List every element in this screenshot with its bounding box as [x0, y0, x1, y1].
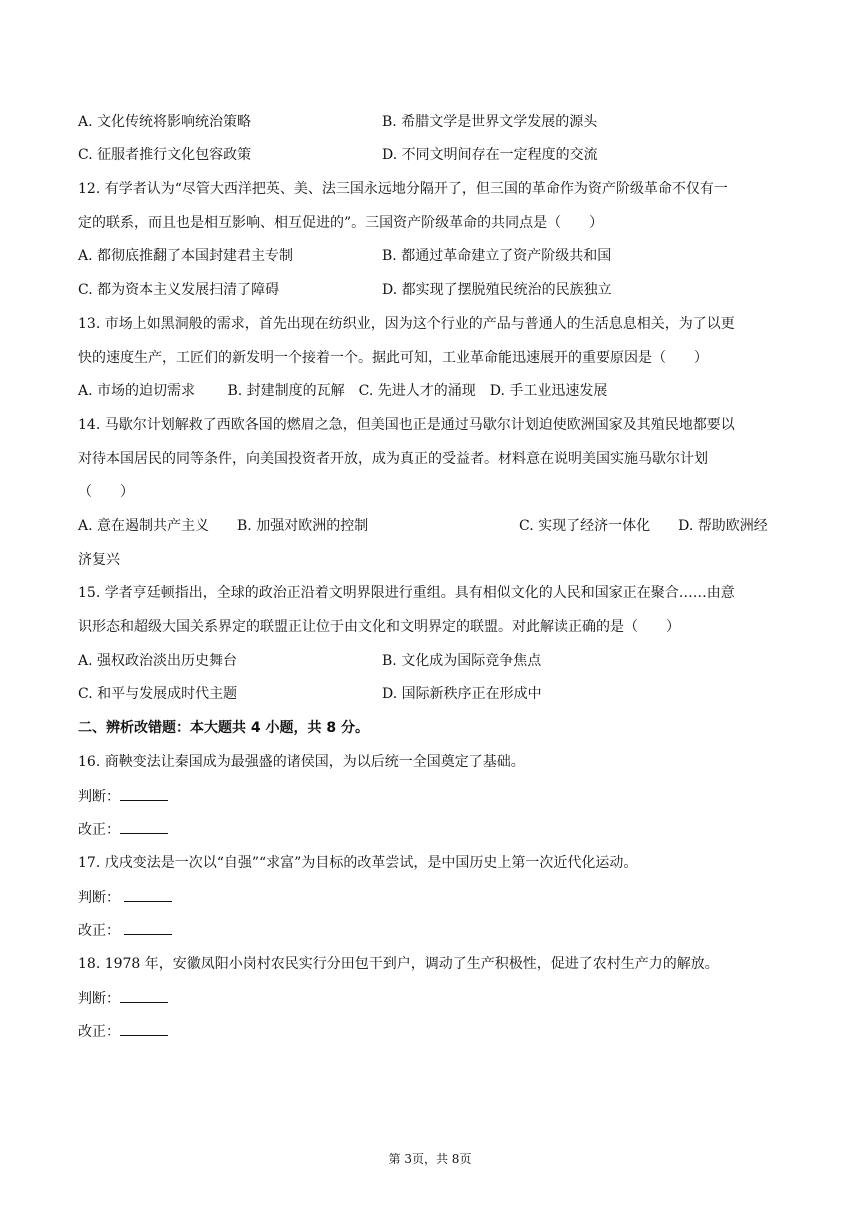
q17-judge-row	[78, 887, 172, 908]
q17-correct-label: 改正：	[78, 923, 120, 939]
q14-stem-line-3: （ ）	[78, 484, 134, 500]
q12-option-a: A. 都彻底推翻了本国封建君主专制	[78, 248, 294, 264]
q14-options-tail: 济复兴	[78, 552, 120, 568]
q12-option-b: B. 都通过革命建立了资产阶级共和国	[382, 248, 612, 264]
q15-stem-line-1: 15. 学者亨廷顿指出，全球的政治正沿着文明界限进行重组。具有相似文化的人民和国家正在聚合……由意	[78, 585, 735, 601]
q18-judge-row	[78, 988, 168, 1009]
q17-correct-row	[78, 920, 172, 941]
q14-stem-line-1: 14. 马歇尔计划解救了西欧各国的燃眉之急，但美国也正是通过马歇尔计划迫使欧洲国家及其殖民地都要以	[78, 417, 735, 433]
q13-options: A. 市场的迫切需求 B. 封建制度的瓦解 C. 先进人才的涌现 D. 手工业迅速发展	[78, 383, 608, 399]
q15-stem-line-2: 识形态和超级大国关系界定的联盟正让位于由文化和文明界定的联盟。对此解读正确的是（ ）	[78, 619, 680, 635]
q15-option-c: C. 和平与发展成时代主题	[78, 686, 238, 702]
q18-correct-blank[interactable]	[120, 1021, 168, 1036]
q15-option-d: D. 国际新秩序正在形成中	[382, 686, 542, 702]
q17-stem: 17. 戊戌变法是一次以“自强”“求富”为目标的改革尝试，是中国历史上第一次近代化运动。	[78, 855, 638, 871]
q17-judge-label: 判断：	[78, 890, 120, 906]
q12-stem-line-1: 12. 有学者认为“尽管大西洋把英、美、法三国永远地分隔开了，但三国的革命作为资产阶级革命不仅有一	[78, 181, 728, 197]
q18-correct-label: 改正：	[78, 1024, 120, 1040]
q16-judge-label: 判断：	[78, 789, 120, 805]
page-number-footer: 第 3页，共 8页	[388, 1152, 472, 1166]
q12-option-c: C. 都为资本主义发展扫清了障碍	[78, 282, 280, 298]
q14-options-ab: A. 意在遏制共产主义 B. 加强对欧洲的控制	[78, 518, 369, 534]
q18-stem: 18. 1978 年，安徽凤阳小岗村农民实行分田包干到户，调动了生产积极性，促进了农村生产力的解放。	[78, 956, 719, 972]
q17-correct-blank[interactable]	[124, 920, 172, 935]
q11-option-d: D. 不同文明间存在一定程度的交流	[382, 147, 598, 163]
q16-correct-blank[interactable]	[120, 819, 168, 834]
q13-stem-line-2: 快的速度生产，工匠们的新发明一个接着一个。据此可知，工业革命能迅速展开的重要原因是（ ）	[78, 350, 708, 366]
q16-correct-label: 改正：	[78, 822, 120, 838]
q12-stem-line-2: 定的联系，而且也是相互影响、相互促进的”。三国资产阶级革命的共同点是（ ）	[78, 215, 604, 231]
q18-correct-row	[78, 1021, 168, 1042]
q16-correct-row	[78, 819, 168, 840]
q18-judge-blank[interactable]	[120, 988, 168, 1003]
q12-option-d: D. 都实现了摆脱殖民统治的民族独立	[382, 282, 612, 298]
q14-stem-line-2: 对待本国居民的同等条件，向美国投资者开放，成为真正的受益者。材料意在说明美国实施马歇尔计划	[78, 451, 708, 467]
q15-option-b: B. 文化成为国际竞争焦点	[382, 653, 542, 669]
q11-option-a: A. 文化传统将影响统治策略	[78, 114, 252, 130]
q17-judge-blank[interactable]	[124, 887, 172, 902]
q16-stem: 16. 商鞅变法让秦国成为最强盛的诸侯国，为以后统一全国奠定了基础。	[78, 754, 525, 770]
q15-option-a: A. 强权政治淡出历史舞台	[78, 653, 238, 669]
q11-option-c: C. 征服者推行文化包容政策	[78, 147, 252, 163]
q13-stem-line-1: 13. 市场上如黑洞般的需求，首先出现在纺织业，因为这个行业的产品与普通人的生活息息相关，为了以更	[78, 316, 735, 332]
q16-judge-row	[78, 786, 168, 807]
q16-judge-blank[interactable]	[120, 786, 168, 801]
section-2-title: 二、辨析改错题：本大题共 4 小题，共 8 分。	[78, 720, 369, 736]
q18-judge-label: 判断：	[78, 991, 120, 1007]
q14-options-cd: C. 实现了经济一体化 D. 帮助欧洲经	[519, 518, 768, 534]
q11-option-b: B. 希腊文学是世界文学发展的源头	[382, 114, 598, 130]
